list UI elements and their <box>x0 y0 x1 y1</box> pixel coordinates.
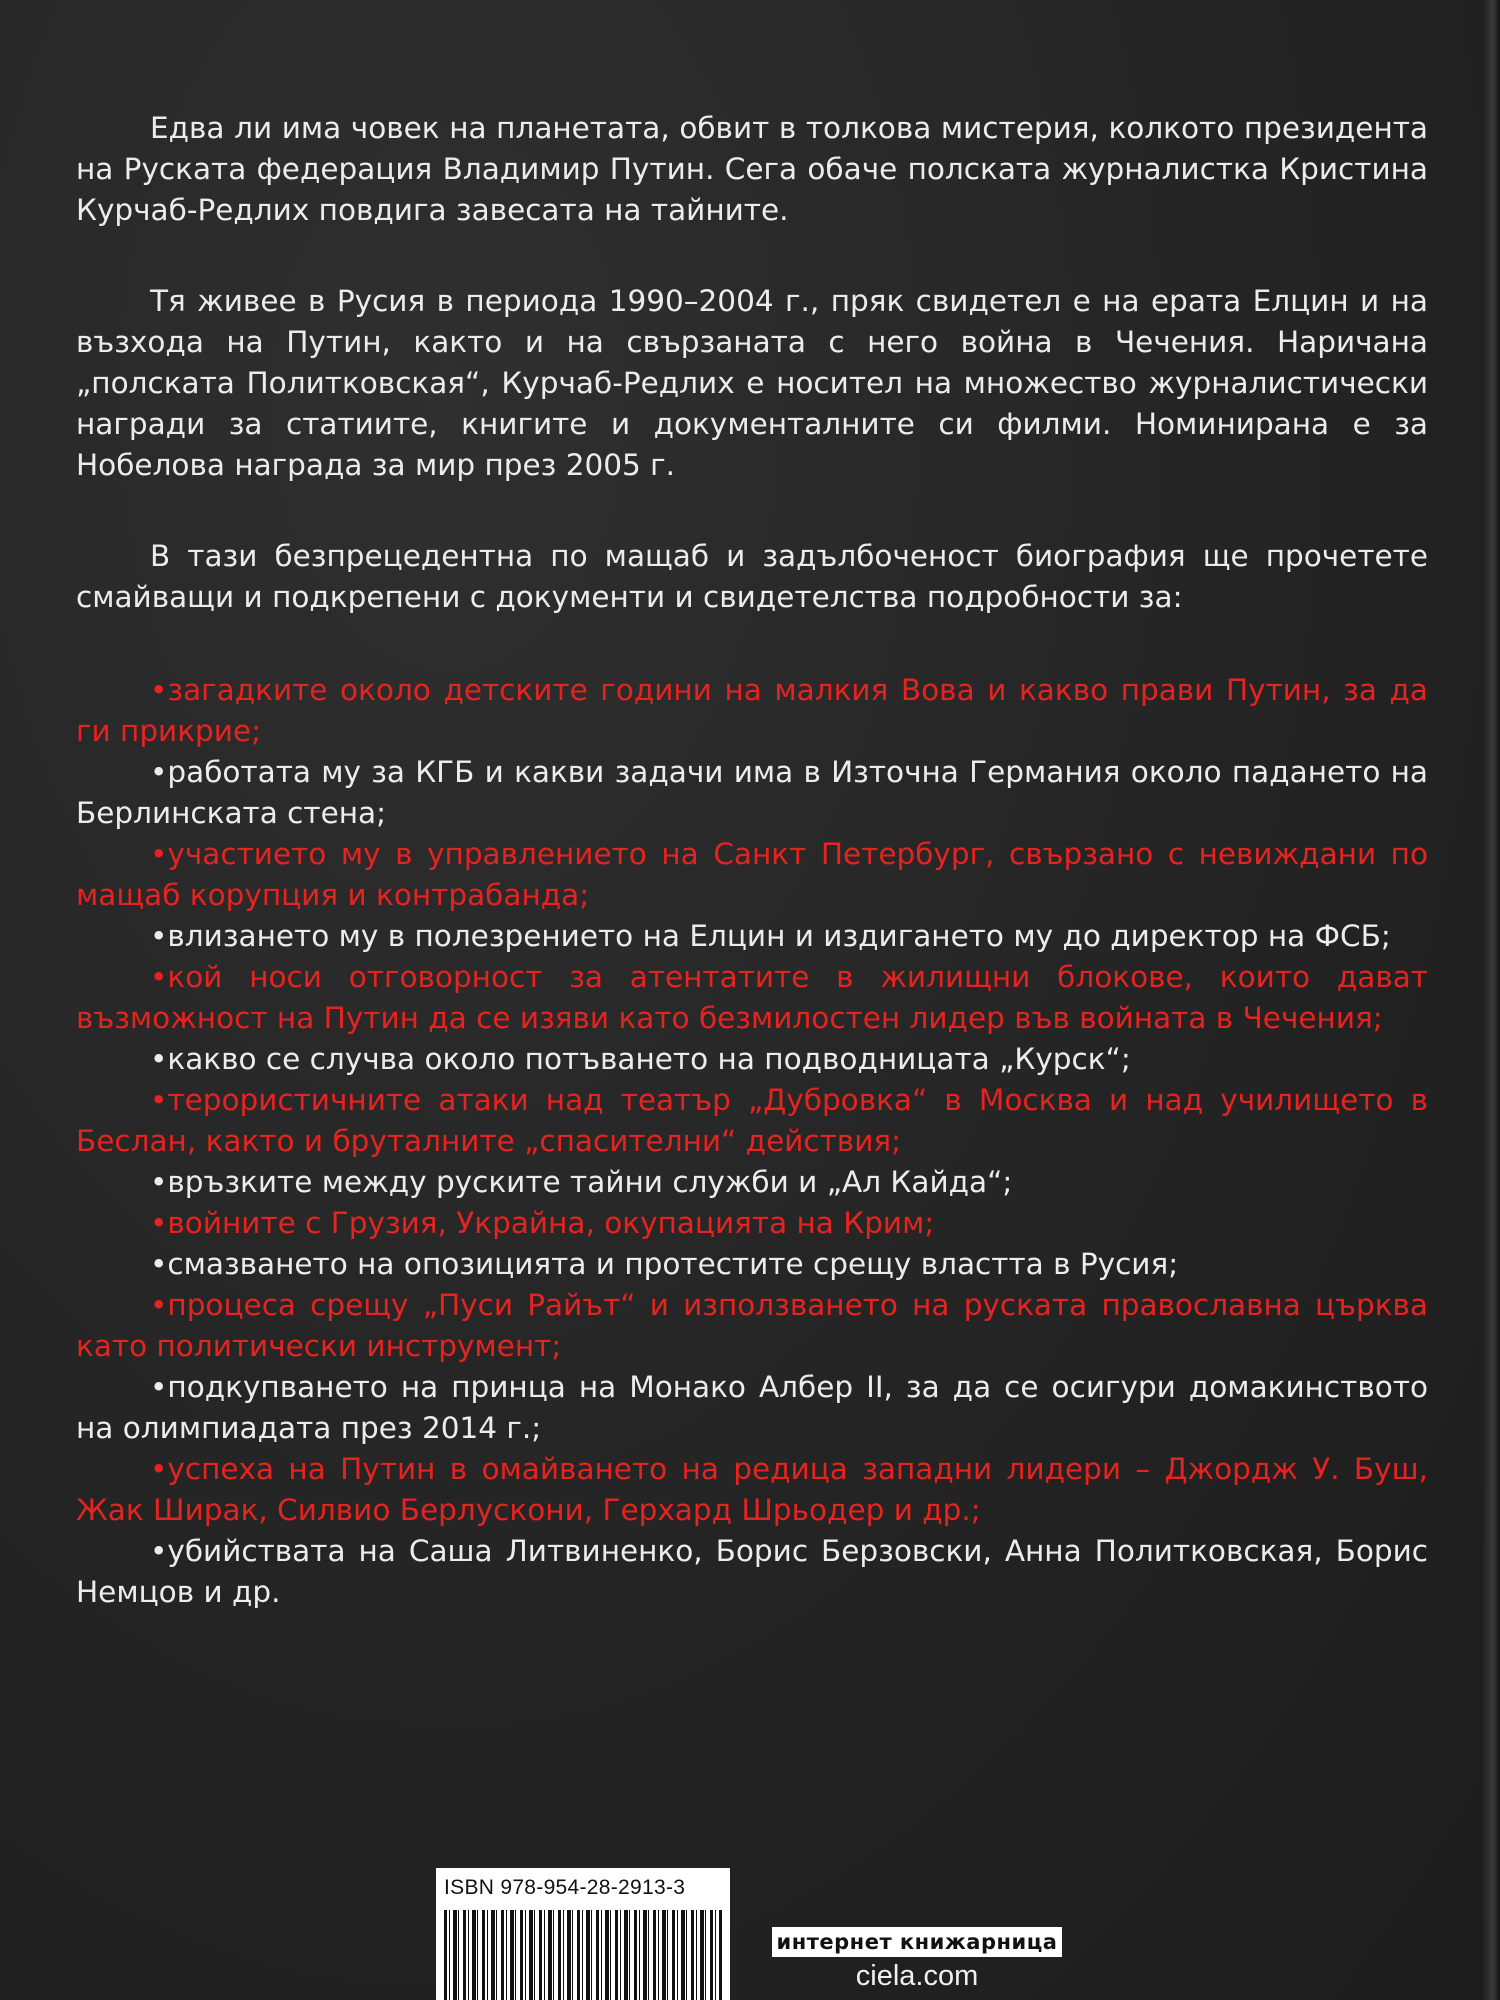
topic-item: •кой носи отговорност за атентатите в жилищни блокове, които дават възможност на Путин да се изяви като безмилостен лидер във войната в Чечения; <box>76 960 1428 1035</box>
topic-item: •успеха на Путин в омайването на редица западни лидери – Джордж У. Буш, Жак Ширак, Силвио Берлускони, Герхард Шрьодер и др.; <box>76 1452 1428 1527</box>
topic-item: •убийствата на Саша Литвиненко, Борис Берзовски, Анна Политковская, Борис Немцов и др. <box>76 1534 1428 1609</box>
topics-list <box>76 670 1428 1613</box>
intro-paragraph-3: В тази безпрецедентна по мащаб и задълбоченост биография ще прочетете смайващи и подкрепени с документи и свидетелства подробности за: <box>76 539 1428 614</box>
topic-item: •работата му за КГБ и какви задачи има в Източна Германия около падането на Берлинската стена; <box>76 755 1428 830</box>
topic-item: •връзките между руските тайни служби и „Ал Кайда“; <box>150 1165 1013 1199</box>
topic-item: •смазването на опозицията и протестите срещу властта в Русия; <box>150 1247 1179 1281</box>
intro-paragraph-1: Едва ли има човек на планетата, обвит в толкова мистерия, колкото президента на Руската федерация Владимир Путин. Сега обаче полската журналистка Кристина Курчаб-Редлих повдига завесата на тайните. <box>76 111 1428 227</box>
topic-item: •терористичните атаки над театър „Дубровка“ в Москва и над училището в Беслан, както и бруталните „спасителни“ действия; <box>76 1083 1428 1158</box>
topic-item: •процеса срещу „Пуси Райът“ и използването на руската православна църква като политически инструмент; <box>76 1288 1428 1363</box>
topic-item: •какво се случва около потъването на подводницата „Курск“; <box>150 1042 1131 1076</box>
topic-item: •подкупването на принца на Монако Албер II, за да се осигури домакинството на олимпиадата през 2014 г.; <box>76 1370 1428 1445</box>
topic-item: •загадките около детските години на малкия Вова и какво прави Путин, за да ги прикрие; <box>76 673 1428 748</box>
barcode-bars <box>444 1910 722 2000</box>
topic-item: •влизането му в полезрението на Елцин и издигането му до директор на ФСБ; <box>150 919 1391 953</box>
online-bookstore-label: интернет книжарница <box>772 1927 1062 1957</box>
blurb-text-block <box>76 108 1428 1613</box>
publisher-website: ciela.com <box>855 1960 979 1992</box>
barcode-label <box>436 1868 730 2000</box>
cover-spine-edge <box>1482 0 1500 2000</box>
intro-paragraph-2: Тя живее в Русия в периода 1990–2004 г., пряк свидетел е на ерата Елцин и на възхода на Путин, както и на свързаната с него война в Чечения. Наричана „полската Политковская“, Курчаб-Редлих е носител на множество журналистически награди за статиите, книгите и документалните си филми. Номинирана е за Нобелова награда за мир през 2005 г. <box>76 284 1428 482</box>
topic-item: •войните с Грузия, Украйна, окупацията на Крим; <box>150 1206 935 1240</box>
isbn-number: ISBN 978-954-28-2913-3 <box>444 1876 686 1899</box>
topic-item: •участието му в управлението на Санкт Петербург, свързано с невиждани по мащаб корупция и контрабанда; <box>76 837 1428 912</box>
